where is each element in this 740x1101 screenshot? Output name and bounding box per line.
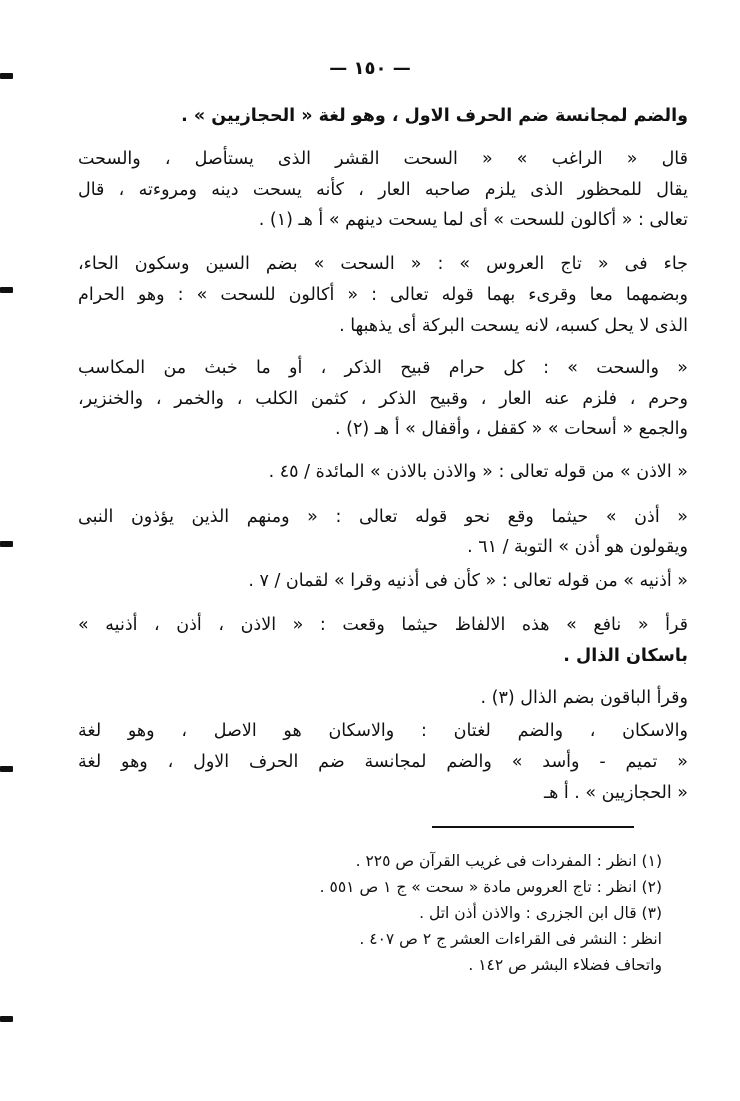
text-line: قال « الراغب » « السحت القشر الذى يستأصل ، والسحت <box>78 149 688 169</box>
footnote: (١) انظر : المفردات فى غريب القرآن ص ٢٢٥ . <box>355 852 662 870</box>
margin-mark <box>0 766 13 772</box>
text-line: « الحجازيين » . أ هـ <box>543 783 688 803</box>
text-line: وحرم ، فلزم عنه العار ، وقبيح الذكر ، كثمن الكلب ، والخمر ، والخنزير، <box>78 389 688 409</box>
margin-mark <box>0 73 13 79</box>
footnote: (٣) قال ابن الجزرى : والاذن أذن اتل . <box>419 904 662 922</box>
text-line: والجمع « أسحات » « كقفل ، وأقفال » أ هـ (٢) . <box>335 419 688 439</box>
margin-mark <box>0 287 13 293</box>
text-line: باسكان الذال . <box>563 646 688 666</box>
text-line: تعالى : « أكالون للسحت » أى لما يسحت دينهم » أ هـ (١) . <box>258 210 688 230</box>
text-line: الذى لا يحل كسبه، لانه يسحت البركة أى يذهبها . <box>339 316 688 336</box>
footnote: (٢) انظر : تاج العروس مادة « سحت » ج ١ ص ٥٥١ . <box>319 878 662 896</box>
margin-mark <box>0 541 13 547</box>
text-line: وبضمهما معا وقرىء بهما قوله تعالى : « أكالون للسحت » : وهو الحرام <box>78 285 688 305</box>
margin-mark <box>0 1016 13 1022</box>
text-line: والاسكان ، والضم لغتان : والاسكان هو الاصل ، وهو لغة <box>78 721 688 741</box>
text-line: « الاذن » من قوله تعالى : « والاذن بالاذن » المائدة / ٤٥ . <box>268 462 688 482</box>
footnote: انظر : النشر فى القراءات العشر ج ٢ ص ٤٠٧ . <box>359 930 662 948</box>
text-line: « والسحت » : كل حرام قبيح الذكر ، أو ما خبث من المكاسب <box>78 358 688 378</box>
footnote: واتحاف فضلاء البشر ص ١٤٢ . <box>468 956 662 974</box>
text-line: « تميم - وأسد » والضم لمجانسة ضم الحرف الاول ، وهو لغة <box>78 752 688 772</box>
text-line: ويقولون هو أذن » التوبة / ٦١ . <box>467 537 688 557</box>
footnote-divider <box>432 826 634 828</box>
page-number: — ١٥٠ — <box>329 58 411 79</box>
text-line: جاء فى « تاج العروس » : « السحت » بضم السين وسكون الحاء، <box>78 254 688 274</box>
text-line: يقال للمحظور الذى يلزم صاحبه العار ، كأنه يسحت دينه ومروءته ، قال <box>78 180 688 200</box>
text-line: والضم لمجانسة ضم الحرف الاول ، وهو لغة « الحجازيين » . <box>181 106 688 126</box>
text-line: « أذن » حيثما وقع نحو قوله تعالى : « ومنهم الذين يؤذون النبى <box>78 507 688 527</box>
text-line: وقرأ الباقون بضم الذال (٣) . <box>480 688 688 708</box>
text-line: « أذنيه » من قوله تعالى : « كأن فى أذنيه وقرا » لقمان / ٧ . <box>248 571 688 591</box>
text-line: قرأ « نافع » هذه الالفاظ حيثما وقعت : « الاذن ، أذن ، أذنيه » <box>78 615 688 635</box>
